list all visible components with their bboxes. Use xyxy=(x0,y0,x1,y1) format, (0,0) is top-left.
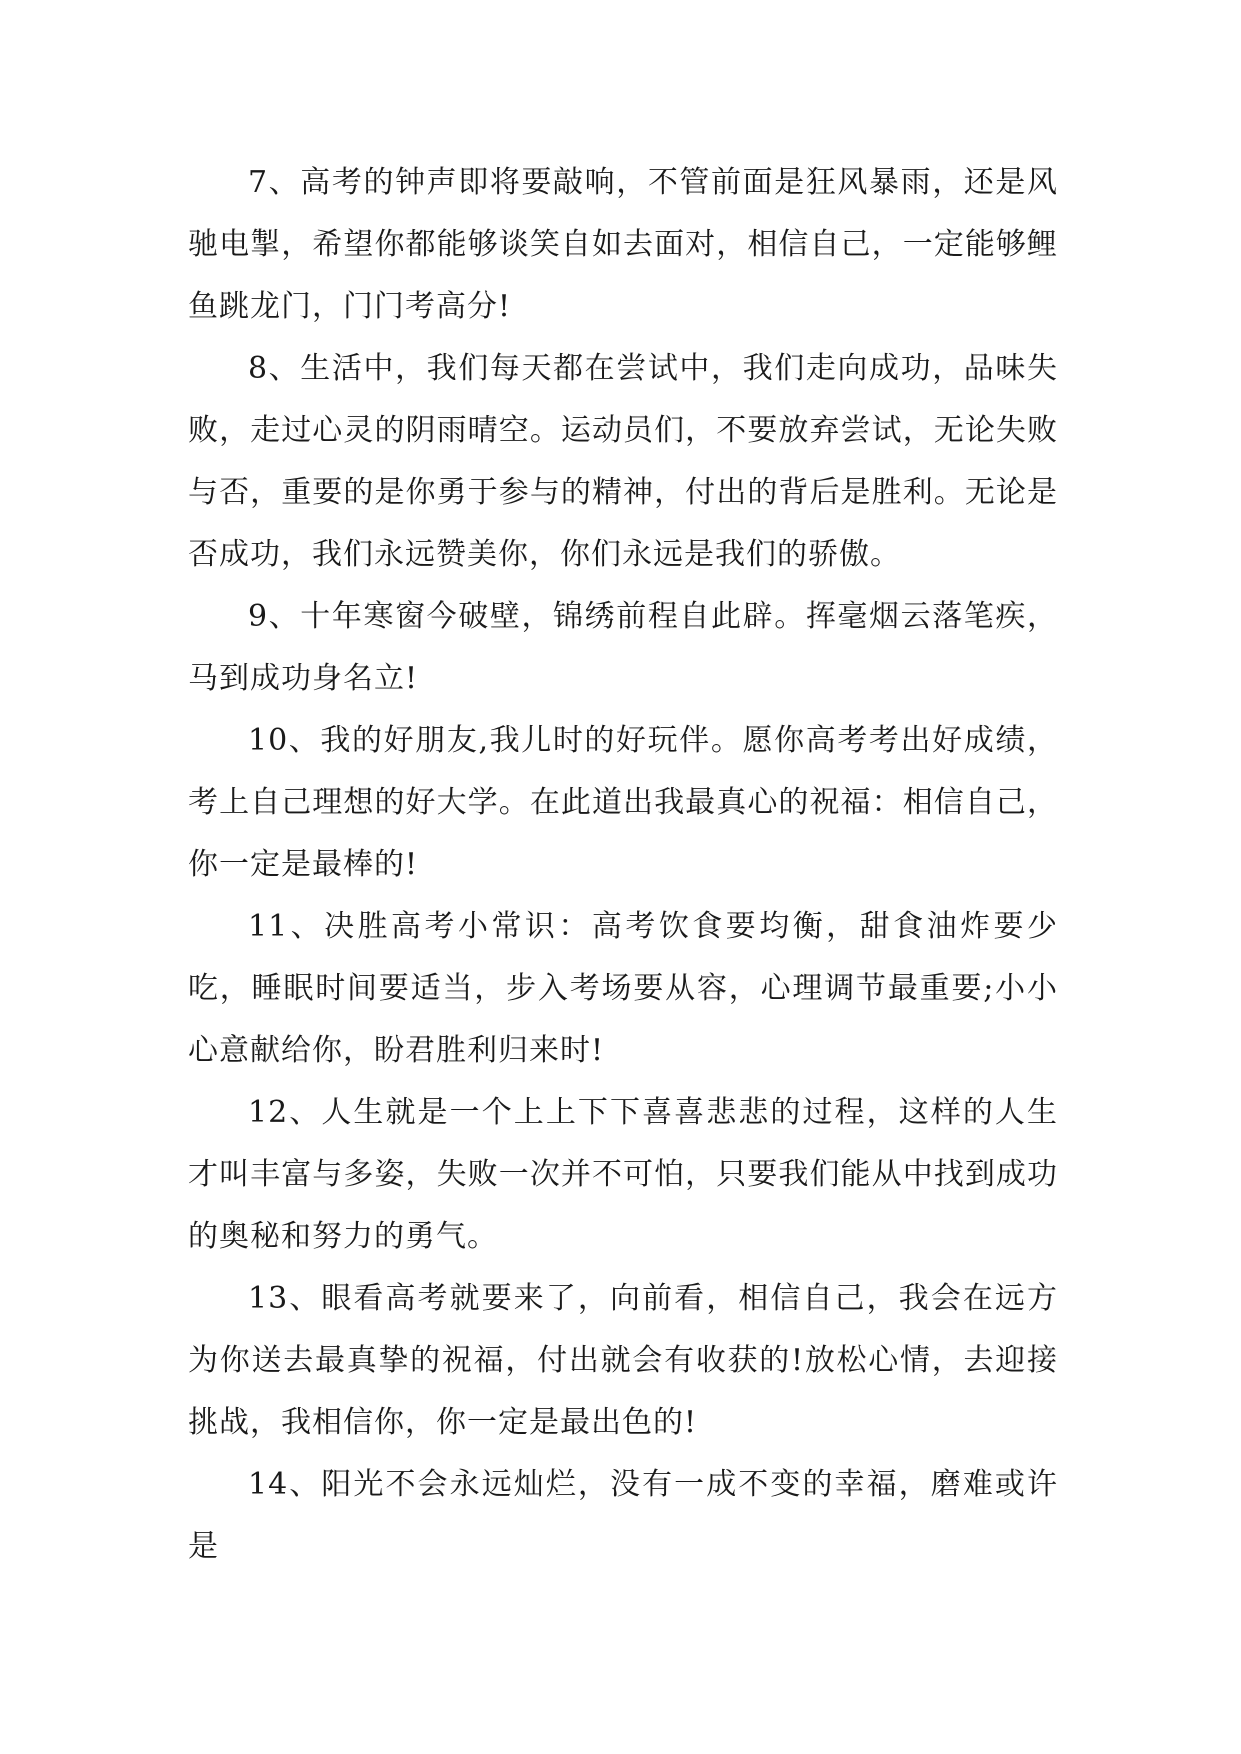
paragraph-10: 10、我的好朋友,我儿时的好玩伴。愿你高考考出好成绩，考上自己理想的好大学。在此道出我最真心的祝福：相信自己，你一定是最棒的! xyxy=(188,723,1058,882)
paragraph-8: 8、生活中，我们每天都在尝试中，我们走向成功，品味失败，走过心灵的阴雨晴空。运动员们，不要放弃尝试，无论失败与否，重要的是你勇于参与的精神，付出的背后是胜利。无论是否成功，我们永远赞美你，你们永远是我们的骄傲。 xyxy=(188,351,1058,572)
paragraph-14: 14、阳光不会永远灿烂，没有一成不变的幸福，磨难或许是 xyxy=(188,1467,1058,1564)
document-body xyxy=(188,152,1058,1578)
paragraph-13: 13、眼看高考就要来了，向前看，相信自己，我会在远方为你送去最真挚的祝福，付出就会有收获的!放松心情，去迎接挑战，我相信你，你一定是最出色的! xyxy=(188,1281,1058,1440)
paragraph-11: 11、决胜高考小常识：高考饮食要均衡，甜食油炸要少吃，睡眠时间要适当，步入考场要从容，心理调节最重要;小小心意献给你，盼君胜利归来时! xyxy=(188,909,1058,1068)
paragraph-9: 9、十年寒窗今破壁，锦绣前程自此辟。挥毫烟云落笔疾，马到成功身名立! xyxy=(188,599,1058,696)
paragraph-12: 12、人生就是一个上上下下喜喜悲悲的过程，这样的人生才叫丰富与多姿，失败一次并不可怕，只要我们能从中找到成功的奥秘和努力的勇气。 xyxy=(188,1095,1058,1254)
paragraph-7: 7、高考的钟声即将要敲响，不管前面是狂风暴雨，还是风驰电掣，希望你都能够谈笑自如去面对，相信自己，一定能够鲤鱼跳龙门，门门考高分! xyxy=(188,165,1058,324)
